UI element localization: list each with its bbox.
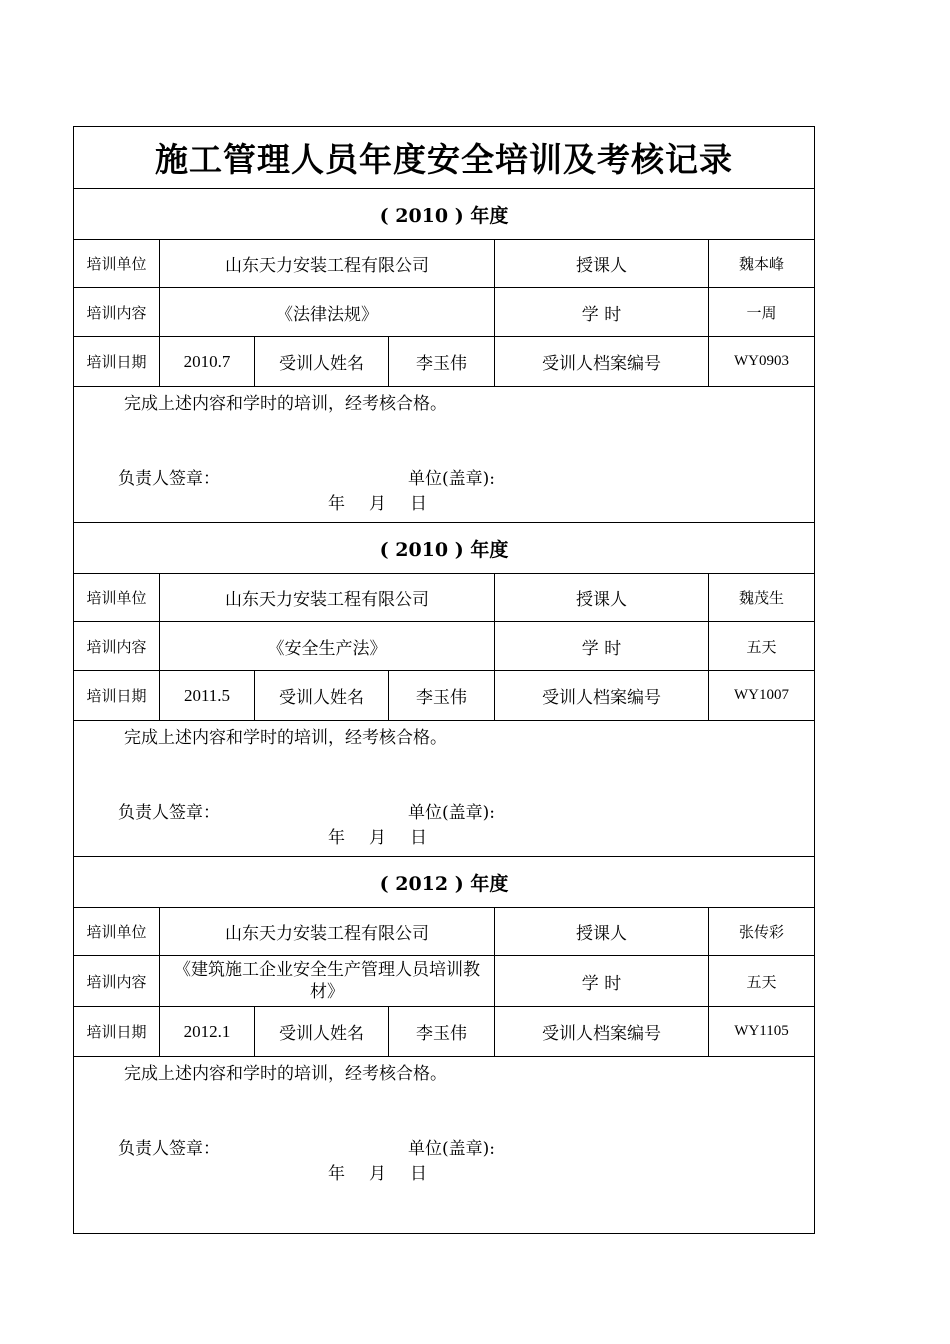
content-label: 培训内容 (74, 956, 160, 1006)
section-2-year-heading: ( 2010 ) 年度 (74, 523, 814, 574)
instructor-label: 授课人 (495, 574, 709, 621)
trainee-name-value: 李玉伟 (389, 1007, 495, 1056)
unit-value: 山东天力安装工程有限公司 (160, 908, 495, 955)
year-char: 年 (328, 1164, 345, 1184)
section-3-remark (74, 1057, 814, 1233)
sign-date (328, 823, 451, 848)
unit-value: 山东天力安装工程有限公司 (160, 240, 495, 287)
signature-label: 负责人签章： (118, 803, 220, 823)
day-char: 日 (410, 828, 427, 848)
trainee-name-label: 受训人姓名 (255, 671, 389, 720)
date-value: 2012.1 (160, 1007, 255, 1056)
content-label: 培训内容 (74, 288, 160, 336)
sign-date (328, 489, 451, 514)
instructor-value: 张传彩 (738, 923, 784, 941)
section-3-row-date (74, 1007, 814, 1057)
content-value: 《法律法规》 (160, 288, 495, 336)
section-1-row-content (74, 288, 814, 337)
signature-label: 负责人签章： (118, 469, 220, 489)
remark-text: 完成上述内容和学时的培训，经考核合格。 (124, 1064, 447, 1084)
year-char: 年 (328, 828, 345, 848)
hours-label: 学 时 (495, 956, 709, 1006)
instructor-label: 授课人 (495, 240, 709, 287)
month-char: 月 (369, 1164, 386, 1184)
content-label: 培训内容 (74, 622, 160, 670)
unit-seal-label: 单位(盖章): (408, 1139, 495, 1159)
day-char: 日 (410, 494, 427, 514)
remark-text: 完成上述内容和学时的培训，经考核合格。 (124, 728, 447, 748)
date-value: 2010.7 (160, 337, 255, 386)
trainee-name-value: 李玉伟 (389, 337, 495, 386)
section-1-remark (74, 387, 814, 523)
unit-label: 培训单位 (74, 574, 160, 621)
hours-value: 五天 (746, 972, 777, 991)
section-2-row-date (74, 671, 814, 721)
section-1-row-date (74, 337, 814, 387)
instructor-label: 授课人 (495, 908, 709, 955)
archive-no-value: WY1007 (734, 687, 789, 703)
day-char: 日 (410, 1164, 427, 1184)
hours-label: 学 时 (495, 622, 709, 670)
archive-no-value: WY0903 (734, 353, 789, 369)
sign-date (328, 1159, 451, 1184)
trainee-name-value: 李玉伟 (389, 671, 495, 720)
archive-no-label: 受训人档案编号 (495, 1007, 709, 1056)
date-label: 培训日期 (74, 1007, 160, 1056)
section-1-year-heading: ( 2010 ) 年度 (74, 189, 814, 240)
date-label: 培训日期 (74, 671, 160, 720)
instructor-value: 魏茂生 (738, 589, 784, 607)
section-3-row-unit (74, 908, 814, 956)
archive-no-label: 受训人档案编号 (495, 337, 709, 386)
section-1-row-unit (74, 240, 814, 288)
month-char: 月 (369, 494, 386, 514)
unit-label: 培训单位 (74, 908, 160, 955)
hours-value: 五天 (746, 637, 777, 656)
page-title: 施工管理人员年度安全培训及考核记录 (74, 127, 814, 189)
trainee-name-label: 受训人姓名 (255, 337, 389, 386)
month-char: 月 (369, 828, 386, 848)
instructor-value: 魏本峰 (738, 255, 784, 273)
content-value: 《建筑施工企业安全生产管理人员培训教材》 (160, 956, 495, 1006)
year-char: 年 (328, 494, 345, 514)
unit-value: 山东天力安装工程有限公司 (160, 574, 495, 621)
unit-label: 培训单位 (74, 240, 160, 287)
remark-text: 完成上述内容和学时的培训，经考核合格。 (124, 394, 447, 414)
archive-no-label: 受训人档案编号 (495, 671, 709, 720)
archive-no-value: WY1105 (734, 1023, 789, 1039)
content-value: 《安全生产法》 (160, 622, 495, 670)
unit-seal-label: 单位(盖章): (408, 469, 495, 489)
section-2-row-content (74, 622, 814, 671)
trainee-name-label: 受训人姓名 (255, 1007, 389, 1056)
training-record-sheet (73, 126, 815, 1234)
hours-value: 一周 (746, 303, 777, 322)
date-value: 2011.5 (160, 671, 255, 720)
section-3-year-heading: ( 2012 ) 年度 (74, 857, 814, 908)
section-2-row-unit (74, 574, 814, 622)
section-2-remark (74, 721, 814, 857)
hours-label: 学 时 (495, 288, 709, 336)
signature-label: 负责人签章： (118, 1139, 220, 1159)
section-3-row-content (74, 956, 814, 1007)
date-label: 培训日期 (74, 337, 160, 386)
unit-seal-label: 单位(盖章): (408, 803, 495, 823)
